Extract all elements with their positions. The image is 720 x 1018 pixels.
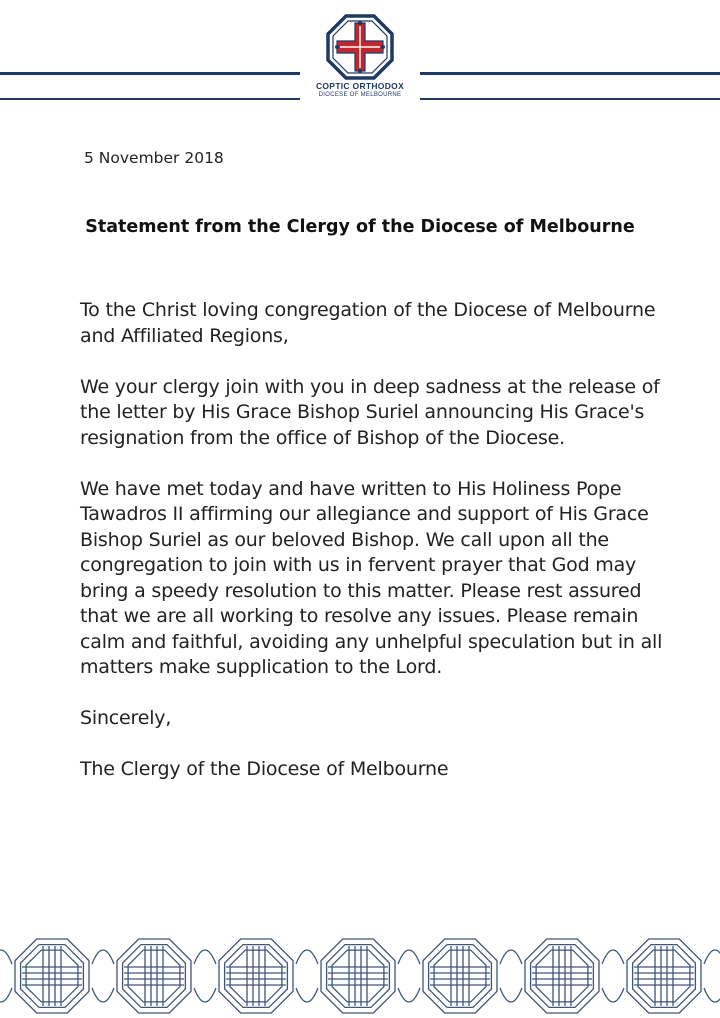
closing-sincerely: Sincerely, — [80, 707, 172, 729]
org-name-line1: COPTIC ORTHODOX — [315, 81, 405, 91]
letter-date: 5 November 2018 — [84, 149, 224, 167]
border-motif — [15, 939, 114, 1013]
logo-caption — [290, 82, 430, 98]
org-name-line2: DIOCESE OF MELBOURNE — [318, 91, 402, 98]
border-motif — [117, 939, 216, 1013]
border-motif — [219, 939, 318, 1013]
letter-title: Statement from the Clergy of the Diocese of Melbourne — [85, 217, 635, 237]
signature-line: The Clergy of the Diocese of Melbourne — [80, 757, 449, 780]
border-motif — [423, 939, 522, 1013]
coptic-cross-shield-icon — [326, 14, 394, 80]
border-motif — [0, 939, 12, 1013]
body-paragraph-sadness: We your clergy join with you in deep sadness at the release of the letter by His Grace Bishop Suriel announcing His Grace's resignation from the office of Bishop of the Diocese. — [80, 375, 660, 449]
letter-body — [80, 298, 680, 808]
interlaced-coptic-cross-border-icon — [0, 918, 720, 1018]
border-motif — [525, 939, 624, 1013]
salutation-paragraph: To the Christ loving congregation of the Diocese of Melbourne and Affiliated Regions, — [80, 299, 656, 347]
body-paragraph-allegiance: We have met today and have written to His Holiness Pope Tawadros II affirming our allegiance and support of His Grace Bishop Suriel as our beloved Bishop. We call upon all the congregation to join with us in fervent prayer that God may bring a speedy resolution to this matter. Please rest assured that we are all working to resolve any issues. Please remain calm and faithful, avoiding any unhelpful speculation but in all matters make supplication to the Lord. — [80, 477, 663, 678]
letterhead — [0, 0, 720, 110]
border-motif — [627, 939, 720, 1013]
border-motif — [321, 939, 420, 1013]
